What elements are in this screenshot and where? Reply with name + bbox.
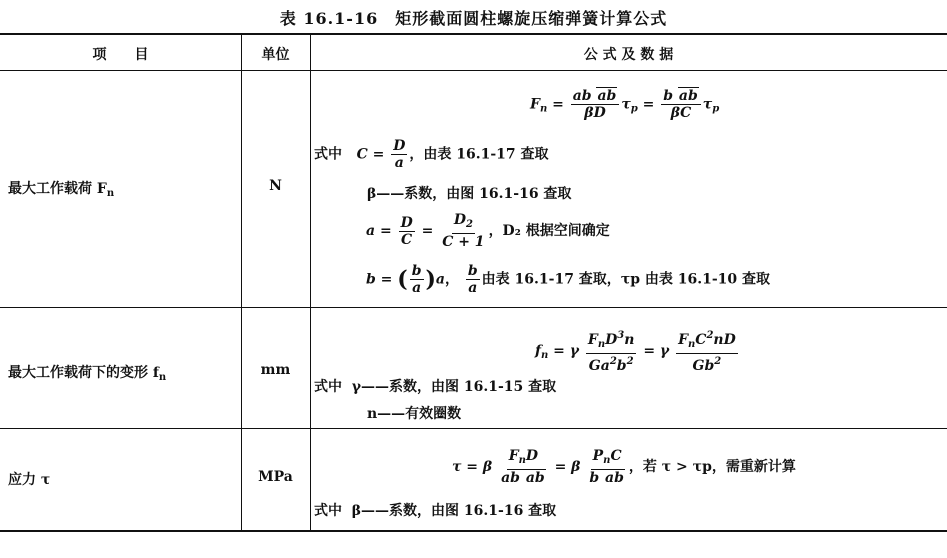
row2-item: 最大工作载荷下的变形 $f_n$ [8, 365, 167, 383]
table-bottom-border [0, 530, 947, 532]
row-divider-1 [0, 307, 947, 308]
header-item: 项 目 [92, 47, 149, 63]
row3-line-beta: 式中 β——系数，由图 16.1-16 查取 [314, 503, 557, 519]
header-unit: 单位 [261, 47, 290, 63]
row2-line-gamma: 式中 γ——系数，由图 16.1-15 查取 [314, 379, 557, 395]
column-divider-2 [310, 33, 311, 532]
table-title: 表 16.1-16 矩形截面圆柱螺旋压缩弹簧计算公式 [279, 9, 668, 28]
table-top-border [0, 33, 947, 35]
header-divider [0, 70, 947, 71]
row1-item: 最大工作载荷 $F_n$ [8, 181, 115, 199]
row1-line-a: a = $\frac{D}{C}$ = $\frac{D_2}{C + 1}$ ，D₂ 根据空间确定 [366, 212, 610, 250]
row1-line-C: 式中 C = $\frac{D}{a}$ ，由表 16.1-17 查取 [314, 138, 549, 171]
row3-unit: MPa [258, 469, 293, 485]
header-formula: 公 式 及 数 据 [583, 47, 674, 63]
row2-formula-fn: $f_n = \gamma$ $\frac{F_nD^3n}{Ga^2b^2}$ = γ $\frac{F_nC^2nD}{Gb^2}$ [535, 330, 736, 374]
row1-formula-Fn: $F_n$ = $\frac{\text{ab ab}}{\beta D}$ $\tau_p$ = $\frac{\text{b ab}}{\beta C}$ $\tau_p$ [530, 88, 720, 121]
row1-line-beta: β——系数，由图 16.1-16 查取 [367, 186, 572, 202]
row-divider-2 [0, 428, 947, 429]
column-divider-1 [241, 33, 242, 532]
row1-unit: N [269, 178, 282, 194]
row2-unit: mm [260, 362, 291, 378]
row1-line-b: b = ( $\frac{b}{a}$ )a， $\frac{b}{a}$ 由表 16.1-17 查取，τp 由表 16.1-10 查取 [366, 263, 771, 296]
row3-formula-tau: τ = β $\frac{F_nD}{\text{ab ab}}$ = β $\frac{P_nC}{\text{b ab}}$ ，若 τ > τp，需重新计算 [452, 448, 796, 486]
row3-item: 应力 τ [8, 472, 51, 488]
row2-line-n: n——有效圈数 [367, 406, 462, 422]
